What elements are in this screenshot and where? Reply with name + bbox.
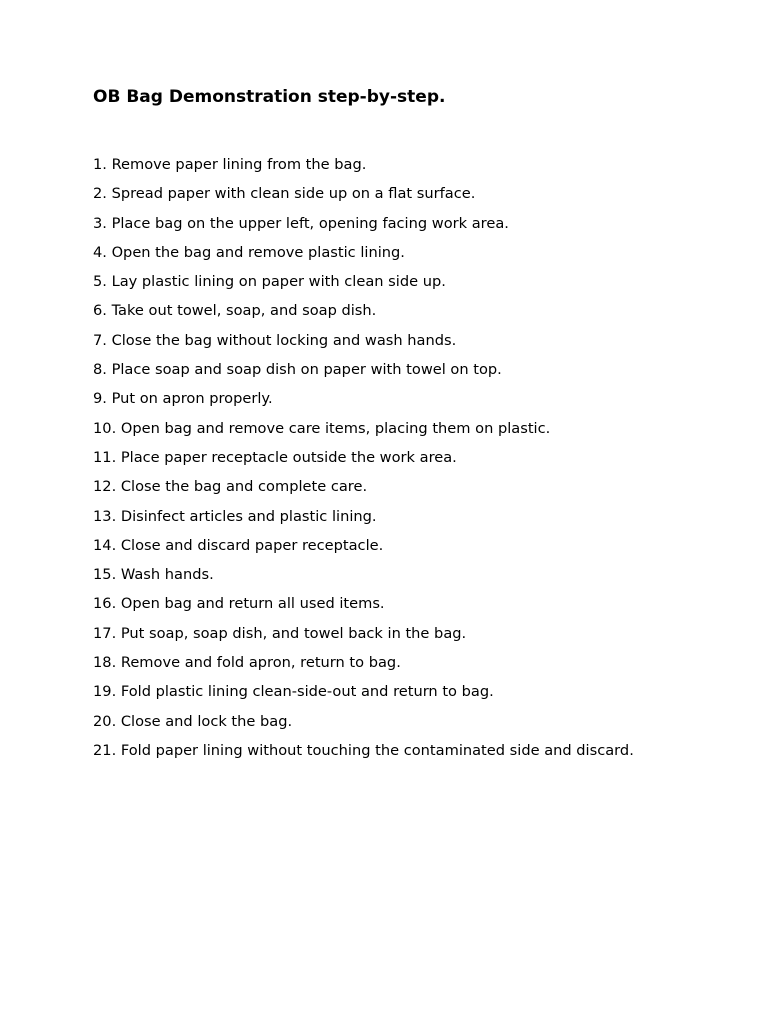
step-item: 5. Lay plastic lining on paper with clean side up.: [93, 273, 446, 291]
step-item: 4. Open the bag and remove plastic lining.: [93, 243, 405, 261]
step-item: 6. Take out towel, soap, and soap dish.: [93, 302, 377, 320]
step-item: 18. Remove and fold apron, return to bag.: [93, 654, 401, 672]
step-item: 10. Open bag and remove care items, placing them on plastic.: [93, 419, 551, 437]
step-item: 19. Fold plastic lining clean-side-out and return to bag.: [93, 683, 494, 701]
steps-list: [93, 150, 634, 765]
step-item: 15. Wash hands.: [93, 566, 214, 584]
step-item: 20. Close and lock the bag.: [93, 712, 293, 730]
step-item: 14. Close and discard paper receptacle.: [93, 536, 384, 554]
step-item: 12. Close the bag and complete care.: [93, 478, 368, 496]
document-title: OB Bag Demonstration step-by-step.: [93, 87, 446, 107]
step-item: 13. Disinfect articles and plastic lining.: [93, 507, 377, 525]
step-item: 1. Remove paper lining from the bag.: [93, 156, 367, 173]
step-item: 21. Fold paper lining without touching the contaminated side and discard.: [93, 741, 634, 759]
step-item: 2. Spread paper with clean side up on a flat surface.: [93, 185, 476, 203]
step-item: 8. Place soap and soap dish on paper with towel on top.: [93, 361, 502, 379]
step-item: 17. Put soap, soap dish, and towel back in the bag.: [93, 624, 467, 642]
step-item: 7. Close the bag without locking and wash hands.: [93, 331, 457, 349]
step-item: 3. Place bag on the upper left, opening facing work area.: [93, 214, 509, 232]
step-item: 16. Open bag and return all used items.: [93, 595, 385, 613]
step-item: 9. Put on apron properly.: [93, 390, 273, 408]
step-item: 11. Place paper receptacle outside the work area.: [93, 448, 457, 466]
